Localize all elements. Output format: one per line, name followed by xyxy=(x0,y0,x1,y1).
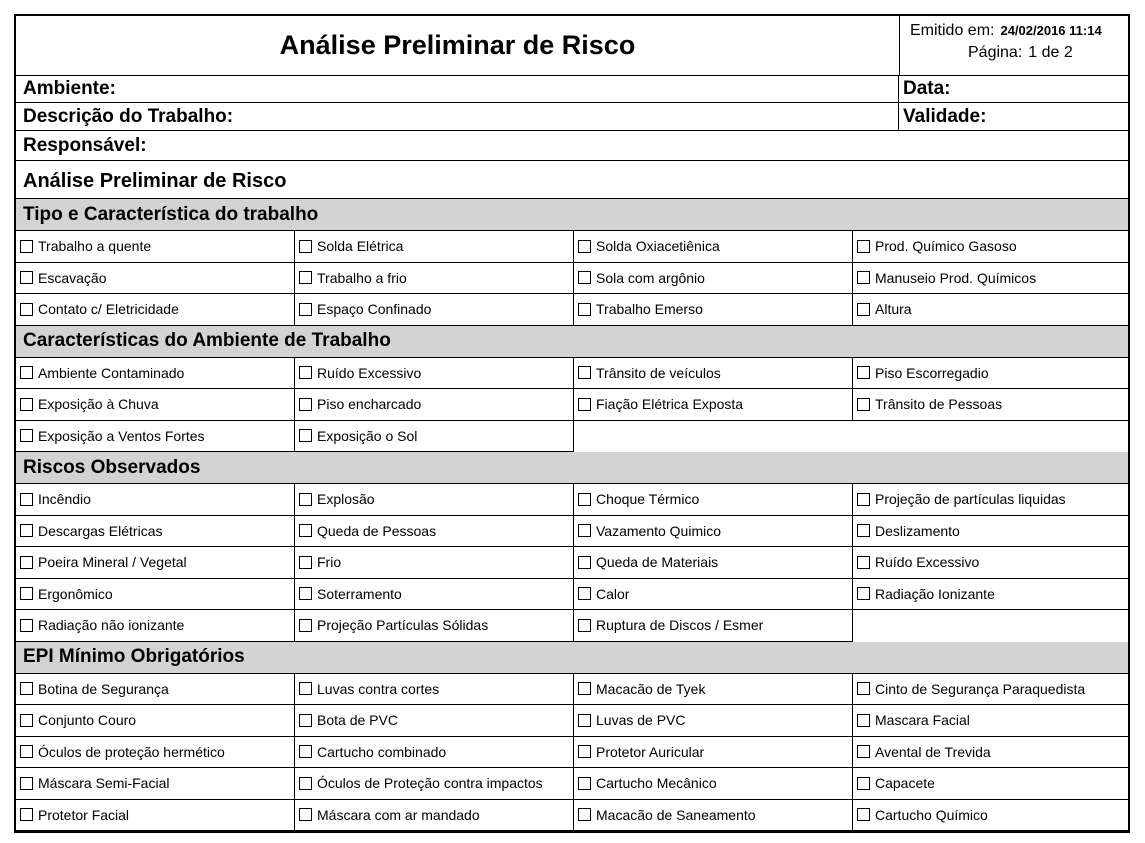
checklist-row xyxy=(16,800,1128,832)
checkbox[interactable] xyxy=(857,714,870,727)
checklist-item-label: Queda de Pessoas xyxy=(317,522,437,539)
empty-cell xyxy=(853,421,1128,453)
checklist-row xyxy=(16,231,1128,263)
checklist-item-radiacao-ionizante[interactable] xyxy=(853,579,1128,611)
checklist-item-ruido-excessivo[interactable] xyxy=(853,547,1128,579)
checklist-item-label: Botina de Segurança xyxy=(38,680,169,697)
checkbox[interactable] xyxy=(299,777,312,790)
checkbox[interactable] xyxy=(299,524,312,537)
checkbox[interactable] xyxy=(857,240,870,253)
checklist-item-explosao[interactable] xyxy=(295,484,574,516)
checklist-item-label: Projeção de partículas liquidas xyxy=(875,491,1066,508)
checklist-item-piso-encharcado[interactable] xyxy=(295,389,574,421)
checklist-item-label: Descargas Elétricas xyxy=(38,522,163,539)
checklist-item-label: Cinto de Segurança Paraquedista xyxy=(875,680,1086,697)
checklist-item-label: Luvas de PVC xyxy=(596,712,686,729)
checkbox[interactable] xyxy=(578,619,591,632)
checklist-item-label: Manuseio Prod. Químicos xyxy=(875,269,1037,286)
checklist-item-conjunto-couro[interactable] xyxy=(16,705,295,737)
checklist-item-prod-quimico-gasoso[interactable] xyxy=(853,231,1128,263)
checkbox[interactable] xyxy=(578,556,591,569)
checkbox[interactable] xyxy=(857,524,870,537)
checklist-item-cartucho-quimico[interactable] xyxy=(853,800,1128,832)
checklist-item-protetor-facial[interactable] xyxy=(16,800,295,832)
checkbox[interactable] xyxy=(578,398,591,411)
checklist-item-label: Escavação xyxy=(38,269,107,286)
checklist-item-trabalho-a-quente[interactable] xyxy=(16,231,295,263)
checklist-item-choque-termico[interactable] xyxy=(574,484,853,516)
checklist-item-label: Ruptura de Discos / Esmer xyxy=(596,617,764,634)
checkbox[interactable] xyxy=(857,745,870,758)
checkbox[interactable] xyxy=(857,682,870,695)
checkbox[interactable] xyxy=(578,777,591,790)
checklist-item-label: Explosão xyxy=(317,491,375,508)
checklist-item-oculos-de-protecao-contra-impactos[interactable] xyxy=(295,768,574,800)
checklist-item-label: Trânsito de Pessoas xyxy=(875,396,1003,413)
checklist-item-label: Ruído Excessivo xyxy=(875,554,980,571)
checklist-item-ambiente-contaminado[interactable] xyxy=(16,358,295,390)
page-value: 1 de 2 xyxy=(1028,44,1073,61)
checklist-item-botina-de-seguranca[interactable] xyxy=(16,674,295,706)
page-line xyxy=(968,44,1073,62)
checklist-item-transito-de-pessoas[interactable] xyxy=(853,389,1128,421)
checklist-item-label: Óculos de Proteção contra impactos xyxy=(317,775,543,792)
checklist-item-label: Mascara Facial xyxy=(875,712,970,729)
checklist-item-label: Ruído Excessivo xyxy=(317,364,422,381)
checklist-item-label: Soterramento xyxy=(317,585,402,602)
checkbox[interactable] xyxy=(299,429,312,442)
checklist-item-label: Prod. Químico Gasoso xyxy=(875,238,1017,255)
checklist-row xyxy=(16,610,1128,642)
checklist-item-poeira-mineral-vegetal[interactable] xyxy=(16,547,295,579)
checklist-item-label: Radiação Ionizante xyxy=(875,585,995,602)
checkbox[interactable] xyxy=(20,587,33,600)
checklist-row xyxy=(16,737,1128,769)
checklist-item-label: Solda Oxiacetiênica xyxy=(596,238,720,255)
checkbox[interactable] xyxy=(299,587,312,600)
header-row xyxy=(16,16,1128,76)
checklist-item-label: Ergonômico xyxy=(38,585,113,602)
checklist-item-mascara-facial[interactable] xyxy=(853,705,1128,737)
empty-cell xyxy=(574,421,853,453)
checklist-item-cartucho-combinado[interactable] xyxy=(295,737,574,769)
checklist-item-fiacao-eletrica-exposta[interactable] xyxy=(574,389,853,421)
checklist-item-label: Exposição o Sol xyxy=(317,427,418,444)
checklist-item-label: Radiação não ionizante xyxy=(38,617,185,634)
checkbox[interactable] xyxy=(578,303,591,316)
checkbox[interactable] xyxy=(578,493,591,506)
checkbox[interactable] xyxy=(578,240,591,253)
checkbox[interactable] xyxy=(857,303,870,316)
checkbox[interactable] xyxy=(299,556,312,569)
checklist-item-contato-c-eletricidade[interactable] xyxy=(16,294,295,326)
checklist-item-label: Altura xyxy=(875,301,912,318)
checklist-item-label: Capacete xyxy=(875,775,935,792)
checklist-item-label: Deslizamento xyxy=(875,522,960,539)
checklist-item-queda-de-materiais[interactable] xyxy=(574,547,853,579)
section-header-caracteristicas-do-ambiente-de-trabalho: Características do Ambiente de Trabalho xyxy=(16,326,1128,358)
checklist-row xyxy=(16,547,1128,579)
sections-container xyxy=(16,199,1128,831)
checklist-item-ruido-excessivo[interactable] xyxy=(295,358,574,390)
checklist-item-label: Choque Térmico xyxy=(596,491,700,508)
checklist-item-label: Máscara com ar mandado xyxy=(317,806,480,823)
checklist-item-transito-de-veiculos[interactable] xyxy=(574,358,853,390)
checklist-item-label: Calor xyxy=(596,585,630,602)
emitted-value: 24/02/2016 11:14 xyxy=(1000,23,1102,38)
emission-info xyxy=(900,16,1128,75)
checkbox[interactable] xyxy=(578,271,591,284)
checklist-item-label: Sola com argônio xyxy=(596,269,705,286)
checklist-item-label: Vazamento Quimico xyxy=(596,522,722,539)
checkbox[interactable] xyxy=(299,240,312,253)
checklist-item-deslizamento[interactable] xyxy=(853,516,1128,548)
checklist-item-label: Projeção Partículas Sólidas xyxy=(317,617,489,634)
checklist-item-label: Conjunto Couro xyxy=(38,712,137,729)
checklist-item-label: Trânsito de veículos xyxy=(596,364,721,381)
descricao-row xyxy=(16,103,1128,131)
checklist-item-label: Poeira Mineral / Vegetal xyxy=(38,554,187,571)
checklist-item-label: Solda Elétrica xyxy=(317,238,404,255)
checklist-item-label: Trabalho Emerso xyxy=(596,301,703,318)
checklist-item-radiacao-nao-ionizante[interactable] xyxy=(16,610,295,642)
checkbox[interactable] xyxy=(20,303,33,316)
checklist-item-label: Ambiente Contaminado xyxy=(38,364,185,381)
checkbox[interactable] xyxy=(20,777,33,790)
checklist-item-manuseio-prod-quimicos[interactable] xyxy=(853,263,1128,295)
checkbox[interactable] xyxy=(857,777,870,790)
checkbox[interactable] xyxy=(578,366,591,379)
checkbox[interactable] xyxy=(857,808,870,821)
ambiente-row xyxy=(16,76,1128,103)
checkbox[interactable] xyxy=(299,714,312,727)
responsavel-row xyxy=(16,131,1128,161)
descricao-field[interactable]: Descrição do Trabalho: xyxy=(16,103,899,130)
checkbox[interactable] xyxy=(299,271,312,284)
checkbox[interactable] xyxy=(20,240,33,253)
checklist-item-label: Cartucho Mecânico xyxy=(596,775,717,792)
checkbox[interactable] xyxy=(578,808,591,821)
section-header-tipo-e-caracteristica-do-trabalho: Tipo e Característica do trabalho xyxy=(16,199,1128,231)
checklist-item-capacete[interactable] xyxy=(853,768,1128,800)
checklist-item-label: Óculos de proteção hermético xyxy=(38,743,225,760)
checklist-item-label: Fiação Elétrica Exposta xyxy=(596,396,744,413)
checklist-item-cartucho-mecanico[interactable] xyxy=(574,768,853,800)
checklist-item-espaco-confinado[interactable] xyxy=(295,294,574,326)
checkbox[interactable] xyxy=(857,587,870,600)
checklist-row xyxy=(16,768,1128,800)
emitted-label: Emitido em: xyxy=(910,22,995,39)
checklist-row xyxy=(16,705,1128,737)
checklist-item-label: Trabalho a frio xyxy=(317,269,407,286)
checklist-item-label: Contato c/ Eletricidade xyxy=(38,301,179,318)
checkbox[interactable] xyxy=(578,745,591,758)
checkbox[interactable] xyxy=(20,524,33,537)
checklist-row xyxy=(16,294,1128,326)
checkbox[interactable] xyxy=(20,366,33,379)
checkbox[interactable] xyxy=(20,556,33,569)
checkbox[interactable] xyxy=(578,682,591,695)
checklist-item-descargas-eletricas[interactable] xyxy=(16,516,295,548)
checklist-item-ruptura-de-discos-esmer[interactable] xyxy=(574,610,853,642)
checklist-item-solda-oxiacetienica[interactable] xyxy=(574,231,853,263)
checklist-item-label: Exposição a Ventos Fortes xyxy=(38,427,205,444)
empty-cell xyxy=(853,610,1128,642)
checkbox[interactable] xyxy=(299,745,312,758)
checkbox[interactable] xyxy=(299,398,312,411)
checkbox[interactable] xyxy=(857,556,870,569)
data-field[interactable]: Data: xyxy=(903,78,951,99)
ambiente-field[interactable]: Ambiente: xyxy=(16,76,899,102)
checklist-item-bota-de-pvc[interactable] xyxy=(295,705,574,737)
checklist-item-label: Macacão de Saneamento xyxy=(596,806,756,823)
checklist-item-luvas-de-pvc[interactable] xyxy=(574,705,853,737)
checklist-item-cinto-de-seguranca-paraquedista[interactable] xyxy=(853,674,1128,706)
checklist-item-avental-de-trevida[interactable] xyxy=(853,737,1128,769)
checklist-item-label: Máscara Semi-Facial xyxy=(38,775,170,792)
checkbox[interactable] xyxy=(857,271,870,284)
checklist-item-label: Bota de PVC xyxy=(317,712,398,729)
checklist-item-label: Cartucho Químico xyxy=(875,806,988,823)
checkbox[interactable] xyxy=(857,366,870,379)
checklist-item-label: Protetor Auricular xyxy=(596,743,705,760)
checklist-item-label: Protetor Facial xyxy=(38,806,130,823)
checklist-item-label: Frio xyxy=(317,554,342,571)
checklist-item-label: Avental de Trevida xyxy=(875,743,991,760)
checklist-item-label: Cartucho combinado xyxy=(317,743,447,760)
section-header-riscos-observados: Riscos Observados xyxy=(16,452,1128,484)
checklist-item-piso-escorregadio[interactable] xyxy=(853,358,1128,390)
checklist-item-exposicao-o-sol[interactable] xyxy=(295,421,574,453)
checklist-item-exposicao-a-chuva[interactable] xyxy=(16,389,295,421)
checkbox[interactable] xyxy=(578,587,591,600)
checkbox[interactable] xyxy=(578,714,591,727)
checklist-item-mascara-semi-facial[interactable] xyxy=(16,768,295,800)
checkbox[interactable] xyxy=(20,271,33,284)
page-label: Página: xyxy=(968,44,1023,61)
checklist-row xyxy=(16,484,1128,516)
checklist-row xyxy=(16,674,1128,706)
checkbox[interactable] xyxy=(20,808,33,821)
checklist-item-calor[interactable] xyxy=(574,579,853,611)
checklist-row xyxy=(16,389,1128,421)
checklist-item-soterramento[interactable] xyxy=(295,579,574,611)
checklist-item-vazamento-quimico[interactable] xyxy=(574,516,853,548)
section-header-epi-minimo-obrigatorios: EPI Mínimo Obrigatórios xyxy=(16,642,1128,674)
checklist-item-protetor-auricular[interactable] xyxy=(574,737,853,769)
checklist-item-trabalho-emerso[interactable] xyxy=(574,294,853,326)
checklist-item-solda-eletrica[interactable] xyxy=(295,231,574,263)
checklist-item-incendio[interactable] xyxy=(16,484,295,516)
checkbox[interactable] xyxy=(299,619,312,632)
checkbox[interactable] xyxy=(857,398,870,411)
risk-analysis-form xyxy=(14,14,1130,833)
checkbox[interactable] xyxy=(20,714,33,727)
responsavel-field[interactable]: Responsável: xyxy=(23,134,147,156)
checklist-row xyxy=(16,421,1128,453)
checklist-item-label: Macacão de Tyek xyxy=(596,680,706,697)
checkbox[interactable] xyxy=(20,429,33,442)
form-subtitle: Análise Preliminar de Risco xyxy=(16,161,1128,199)
checklist-row xyxy=(16,263,1128,295)
checklist-item-trabalho-a-frio[interactable] xyxy=(295,263,574,295)
checkbox[interactable] xyxy=(20,398,33,411)
checklist-item-exposicao-a-ventos-fortes[interactable] xyxy=(16,421,295,453)
checkbox[interactable] xyxy=(299,366,312,379)
checklist-item-label: Exposição à Chuva xyxy=(38,396,159,413)
checkbox[interactable] xyxy=(20,682,33,695)
checklist-row xyxy=(16,358,1128,390)
checkbox[interactable] xyxy=(20,619,33,632)
checklist-item-mascara-com-ar-mandado[interactable] xyxy=(295,800,574,832)
checkbox[interactable] xyxy=(299,493,312,506)
emitted-line xyxy=(910,22,1102,40)
checklist-item-label: Incêndio xyxy=(38,491,91,508)
checklist-item-escavacao[interactable] xyxy=(16,263,295,295)
checkbox[interactable] xyxy=(299,303,312,316)
checkbox[interactable] xyxy=(299,682,312,695)
checklist-item-macacao-de-saneamento[interactable] xyxy=(574,800,853,832)
validade-field[interactable]: Validade: xyxy=(903,105,987,127)
checklist-item-oculos-de-protecao-hermetico[interactable] xyxy=(16,737,295,769)
checklist-item-projecao-de-particulas-liquidas[interactable] xyxy=(853,484,1128,516)
checklist-item-ergonomico[interactable] xyxy=(16,579,295,611)
checkbox[interactable] xyxy=(20,493,33,506)
checklist-item-label: Queda de Materiais xyxy=(596,554,719,571)
checklist-item-frio[interactable] xyxy=(295,547,574,579)
checklist-item-label: Piso encharcado xyxy=(317,396,422,413)
checkbox[interactable] xyxy=(20,745,33,758)
checklist-item-sola-com-argonio[interactable] xyxy=(574,263,853,295)
checklist-item-projecao-particulas-solidas[interactable] xyxy=(295,610,574,642)
checklist-item-macacao-de-tyek[interactable] xyxy=(574,674,853,706)
checkbox[interactable] xyxy=(857,493,870,506)
checklist-item-label: Luvas contra cortes xyxy=(317,680,440,697)
checklist-item-label: Espaço Confinado xyxy=(317,301,432,318)
checklist-item-queda-de-pessoas[interactable] xyxy=(295,516,574,548)
checklist-item-altura[interactable] xyxy=(853,294,1128,326)
checklist-row xyxy=(16,579,1128,611)
checklist-item-luvas-contra-cortes[interactable] xyxy=(295,674,574,706)
page-title: Análise Preliminar de Risco xyxy=(16,16,900,75)
checklist-row xyxy=(16,516,1128,548)
checklist-item-label: Trabalho a quente xyxy=(38,238,152,255)
checklist-item-label: Piso Escorregadio xyxy=(875,364,989,381)
checkbox[interactable] xyxy=(299,808,312,821)
checkbox[interactable] xyxy=(578,524,591,537)
